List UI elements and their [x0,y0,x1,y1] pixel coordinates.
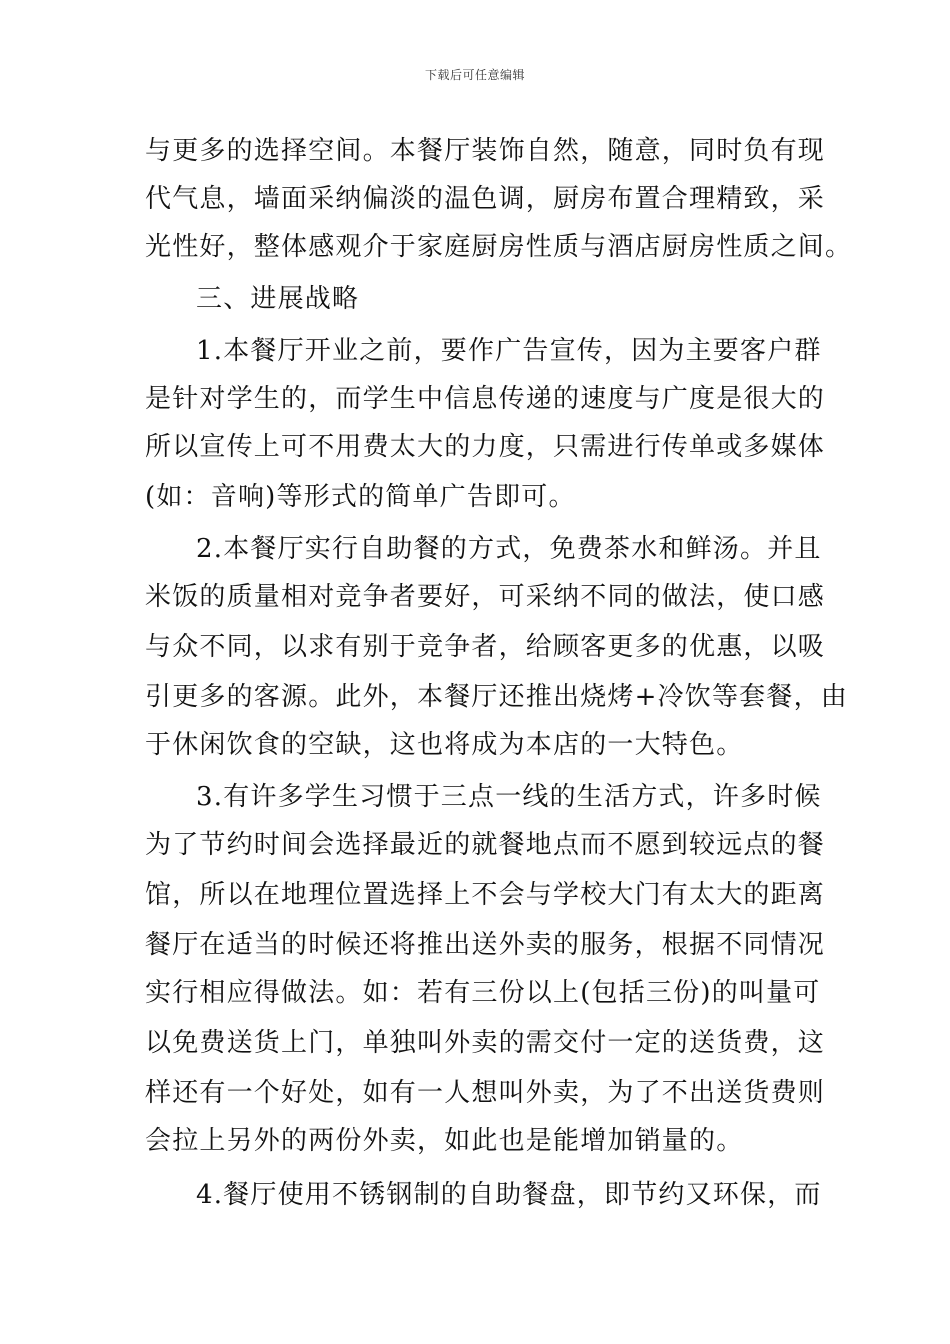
page-header: 下载后可任意编辑 [424,68,525,82]
text-line: 4.餐厅使用不锈钢制的自助餐盘，即节约又环保，而 [196,1180,822,1210]
text-line: (如：音响)等形式的简单广告即可。 [145,482,576,512]
text-line: 2.本餐厅实行自助餐的方式，免费茶水和鲜汤。并且 [196,534,822,564]
text-line: 引更多的客源。此外，本餐厅还推出烧烤+冷饮等套餐，由 [145,682,848,712]
text-line: 于休闲饮食的空缺，这也将成为本店的一大特色。 [145,730,744,760]
text-line: 1.本餐厅开业之前，要作广告宣传，因为主要客户群 [196,336,822,366]
text-line: 与众不同，以求有别于竞争者，给顾客更多的优惠，以吸 [145,632,826,662]
text-line: 是针对学生的，而学生中信息传递的速度与广度是很大的 [145,384,826,414]
section-heading: 三、进展战略 [196,284,360,314]
text-line: 会拉上另外的两份外卖，如此也是能增加销量的。 [145,1126,744,1156]
text-line: 馆，所以在地理位置选择上不会与学校大门有太大的距离 [145,880,826,910]
text-line: 实行相应得做法。如：若有三份以上(包括三份)的叫量可 [145,978,821,1008]
text-line: 餐厅在适当的时候还将推出送外卖的服务，根据不同情况 [145,930,826,960]
text-line: 3.有许多学生习惯于三点一线的生活方式，许多时候 [196,782,822,812]
text-line: 为了节约时间会选择最近的就餐地点而不愿到较远点的餐 [145,830,826,860]
text-line: 米饭的质量相对竞争者要好，可采纳不同的做法，使口感 [145,582,826,612]
text-line: 与更多的选择空间。本餐厅装饰自然，随意，同时负有现 [145,136,826,166]
text-line: 以免费送货上门，单独叫外卖的需交付一定的送货费，这 [145,1028,826,1058]
text-line: 代气息，墙面采纳偏淡的温色调，厨房布置合理精致，采 [145,184,826,214]
text-line: 样还有一个好处，如有一人想叫外卖，为了不出送货费则 [145,1078,826,1108]
text-line: 光性好，整体感观介于家庭厨房性质与酒店厨房性质之间。 [145,232,853,262]
text-line: 所以宣传上可不用费太大的力度，只需进行传单或多媒体 [145,432,826,462]
